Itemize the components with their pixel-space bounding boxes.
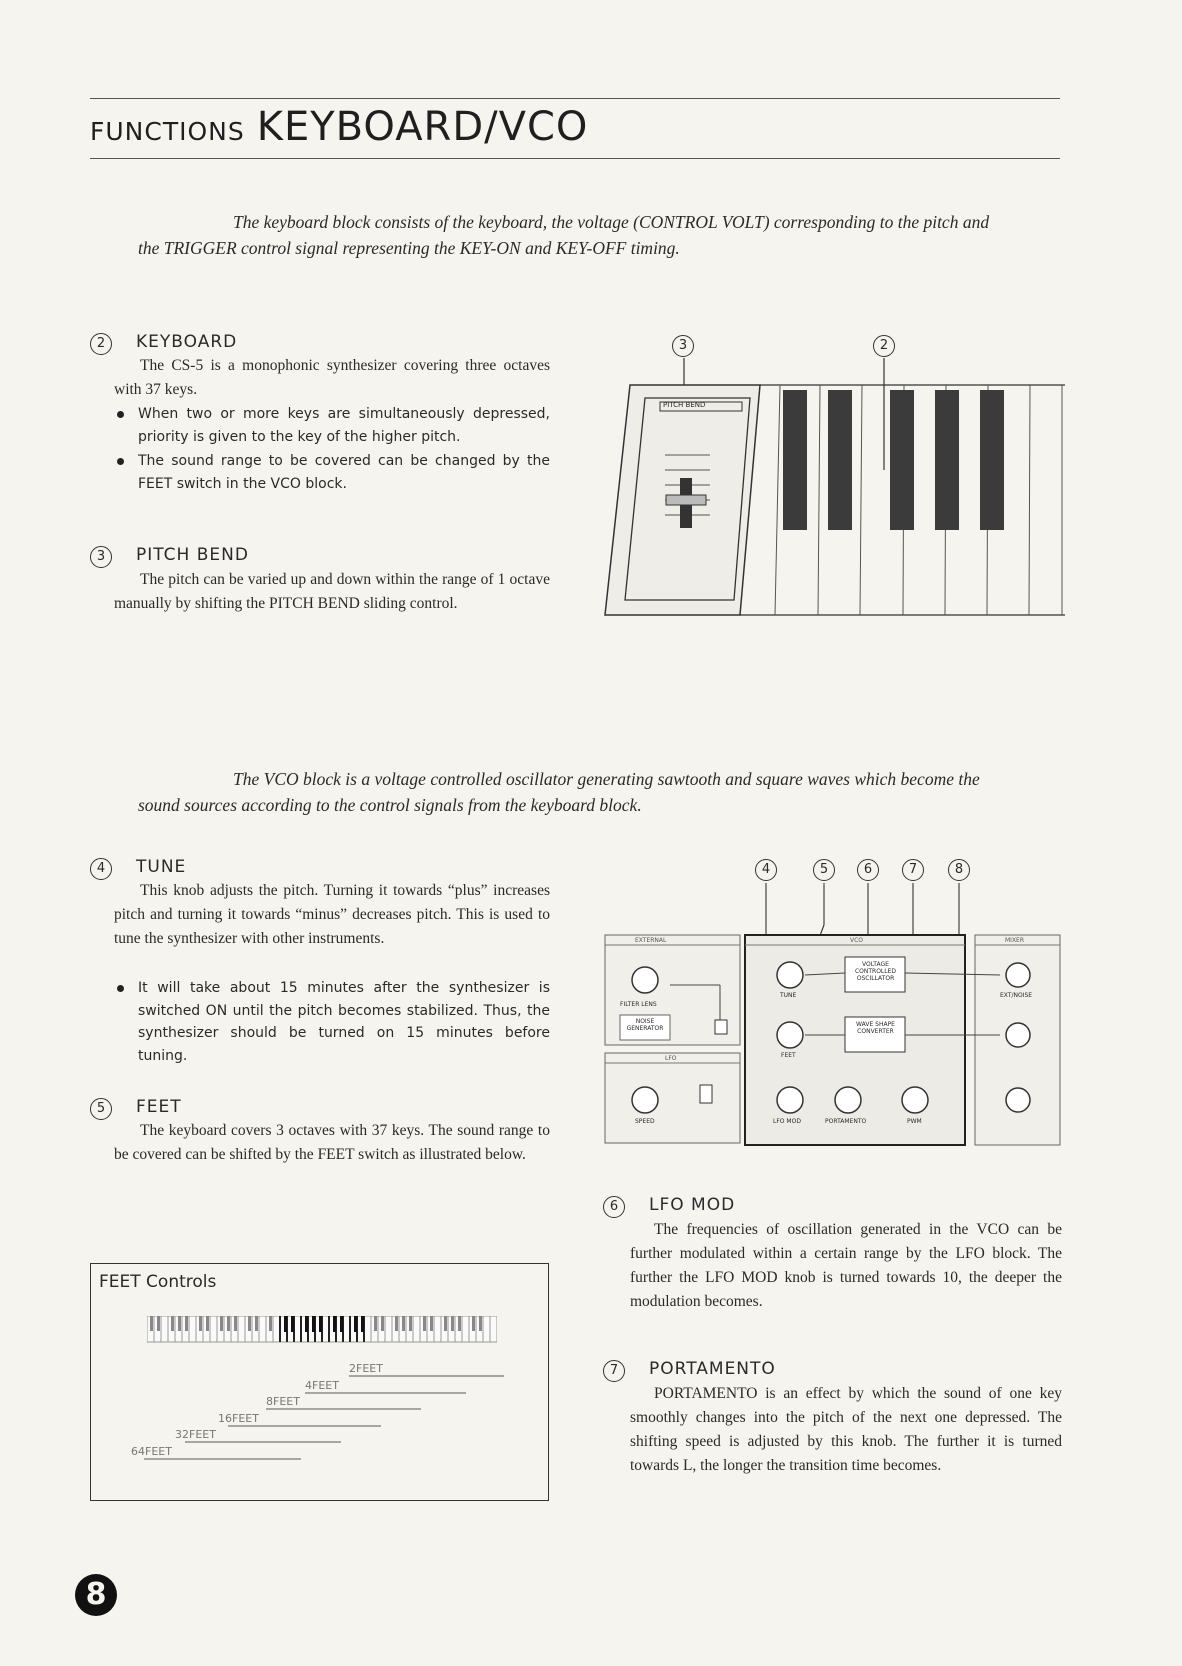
header-title: KEYBOARD/VCO — [256, 104, 589, 150]
page-number: 8 — [75, 1574, 117, 1616]
panel-external-label: EXTERNAL — [635, 937, 667, 944]
callout-4: 4 — [755, 859, 777, 881]
lfo-mod-knob-label: LFO MOD — [773, 1118, 801, 1125]
feet-title: FEET — [136, 1097, 182, 1117]
wave-box-label: WAVE SHAPE CONVERTER — [856, 1021, 895, 1035]
callout-number: 5 — [90, 1098, 112, 1120]
keyboard-bullet: The sound range to be covered can be changed by the FEET switch in the VCO block. — [114, 450, 550, 495]
page-header — [90, 104, 588, 150]
feet-controls-box — [90, 1263, 549, 1501]
tune-text: This knob adjusts the pitch. Turning it towards “plus” increases pitch and turning it towards “minus” decreases pitch. This is used to tune the synthesizer with other instruments. — [114, 882, 550, 947]
callout-5: 5 — [813, 859, 835, 881]
portamento-heading — [603, 1359, 776, 1382]
pitchbend-heading — [90, 545, 249, 568]
feet-label-16: 16FEET — [218, 1412, 259, 1425]
callout-number: 6 — [603, 1196, 625, 1218]
feet-heading — [90, 1097, 182, 1120]
speed-knob-label: SPEED — [635, 1118, 655, 1125]
panel-mixer-label: MIXER — [1005, 937, 1025, 944]
callout-number: 7 — [603, 1360, 625, 1382]
portamento-knob-label: PORTAMENTO — [825, 1118, 867, 1125]
keyboard-heading — [90, 332, 237, 355]
keyboard-figure — [600, 330, 1065, 620]
vco-panel-figure — [600, 855, 1065, 1150]
lfomod-text: The frequencies of oscillation generated in the VCO can be further modulated within a certain range by the LFO block. The further the LFO MOD knob is turned towards 10, the deeper the modulation becomes. — [630, 1221, 1062, 1310]
callout-2: 2 — [873, 335, 895, 357]
pitchbend-text: The pitch can be varied up and down within the range of 1 octave manually by shifting the PITCH BEND sliding control. — [114, 571, 550, 612]
keyboard-bullet: When two or more keys are simultaneously depressed, priority is given to the key of the higher pitch. — [114, 403, 550, 448]
header-bottom-rule — [90, 158, 1060, 159]
pitchbend-title: PITCH BEND — [136, 545, 249, 565]
keyboard-bullets — [114, 403, 550, 495]
callout-3: 3 — [672, 335, 694, 357]
pitch-bend-panel-label: PITCH BEND — [663, 401, 706, 409]
feet-text: The keyboard covers 3 octaves with 37 keys. The sound range to be covered can be shifted by the FEET switch as illustrated below. — [114, 1122, 550, 1163]
callout-8: 8 — [948, 859, 970, 881]
feet-controls-title: FEET Controls — [99, 1272, 217, 1292]
vco-panel-illustration — [600, 855, 1065, 1150]
feet-label-8: 8FEET — [266, 1395, 300, 1408]
keyboard-illustration — [600, 330, 1065, 620]
pwm-knob-label: PWM — [907, 1118, 922, 1125]
panel-vco-label: VCO — [850, 937, 864, 944]
lfomod-title: LFO MOD — [649, 1195, 736, 1215]
feet-label-32: 32FEET — [175, 1428, 216, 1441]
vco-box-label: VOLTAGE CONTROLLED OSCILLATOR — [854, 961, 897, 982]
feet-label-64: 64FEET — [131, 1445, 172, 1458]
tune-bullets — [114, 977, 550, 1067]
keyboard-text: The CS-5 is a monophonic synthesizer covering three octaves with 37 keys. — [114, 357, 550, 398]
portamento-text: PORTAMENTO is an effect by which the sound of one key smoothly changes into the pitch of the next one depressed. The shifting speed is adjusted by this knob. The further it is turned towards L, the longer the transition time becomes. — [630, 1385, 1062, 1474]
header-top-rule — [90, 98, 1060, 99]
noise-generator-label: NOISE GENERATOR — [626, 1018, 664, 1032]
lfomod-heading — [603, 1195, 735, 1218]
tune-title: TUNE — [136, 857, 187, 877]
keyboard-title: KEYBOARD — [136, 332, 238, 352]
callout-number: 4 — [90, 858, 112, 880]
panel-lfo-label: LFO — [665, 1055, 677, 1062]
portamento-title: PORTAMENTO — [649, 1359, 776, 1379]
header-functions: FUNCTIONS — [90, 117, 245, 146]
tune-bullet: It will take about 15 minutes after the synthesizer is switched ON until the pitch becomes stabilized. Thus, the synthesizer should be turned on 15 minutes before tuning. — [114, 977, 550, 1067]
keyboard-intro: The keyboard block consists of the keyboard, the voltage (CONTROL VOLT) corresponding to the pitch and the TRIGGER control signal representing the KEY-ON and KEY-OFF timing. — [138, 212, 990, 258]
callout-number: 2 — [90, 333, 112, 355]
feet-label-2: 2FEET — [349, 1362, 383, 1375]
filter-lens-label: FILTER LENS — [620, 1001, 657, 1008]
feet-label-4: 4FEET — [305, 1379, 339, 1392]
ext-noise-label: EXT/NOISE — [1000, 992, 1033, 999]
callout-number: 3 — [90, 546, 112, 568]
callout-7: 7 — [902, 859, 924, 881]
callout-6: 6 — [857, 859, 879, 881]
tune-knob-label: TUNE — [780, 992, 797, 999]
vco-intro: The VCO block is a voltage controlled oscillator generating sawtooth and square waves which become the sound sources according to the control signals from the keyboard block. — [138, 769, 980, 815]
tune-heading — [90, 857, 186, 880]
feet-knob-label: FEET — [781, 1052, 796, 1059]
